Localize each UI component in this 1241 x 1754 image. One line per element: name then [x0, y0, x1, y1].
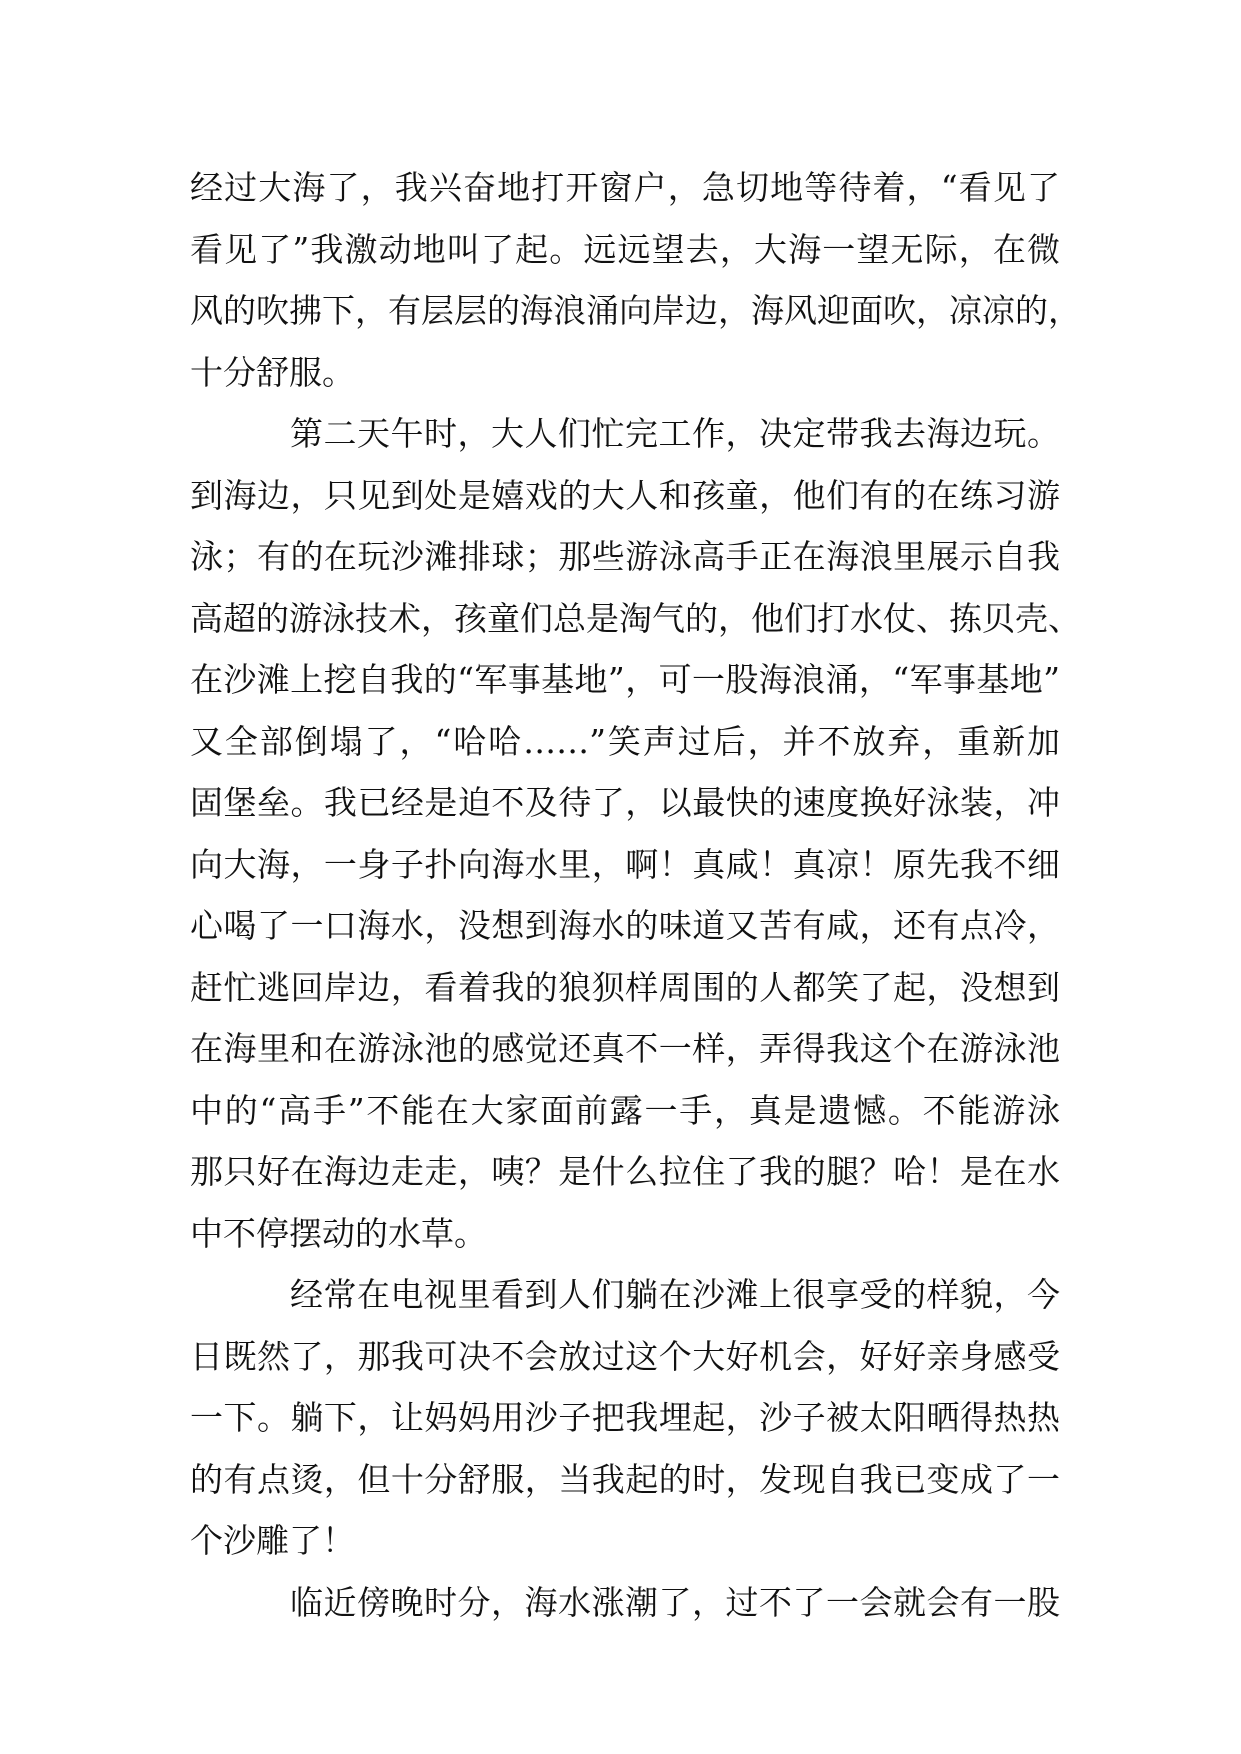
text-line: 那只好在海边走走，咦？是什么拉住了我的腿？哈！是在水	[190, 1152, 1060, 1191]
paragraph-first-line: 经常在电视里看到人们躺在沙滩上很享受的样貌，今	[290, 1275, 1060, 1314]
text-line: 中不停摆动的水草。	[190, 1213, 487, 1253]
text-line: 又全部倒塌了，“哈哈……”笑声过后，并不放弃，重新加	[190, 721, 1060, 761]
text-line: 赶忙逃回岸边，看着我的狼狈样周围的人都笑了起，没想到	[190, 967, 1060, 1007]
text-line: 心喝了一口海水，没想到海水的味道又苦有咸，还有点冷，	[190, 906, 1060, 945]
text-line: 向大海，一身子扑向海水里，啊！真咸！真凉！原先我不细	[190, 844, 1060, 884]
text-line: 一下。躺下，让妈妈用沙子把我埋起，沙子被太阳晒得热热	[190, 1398, 1060, 1437]
text-line: 个沙雕了！	[190, 1521, 355, 1560]
text-line: 中的“高手”不能在大家面前露一手，真是遗憾。不能游泳	[190, 1090, 1060, 1130]
body-text	[190, 157, 1081, 1633]
text-line: 日既然了，那我可决不会放过这个大好机会，好好亲身感受	[190, 1336, 1060, 1376]
text-line: 在海里和在游泳池的感觉还真不一样，弄得我这个在游泳池	[190, 1029, 1060, 1068]
text-line: 高超的游泳技术，孩童们总是淘气的，他们打水仗、拣贝壳、	[190, 598, 1081, 638]
text-line: 泳；有的在玩沙滩排球；那些游泳高手正在海浪里展示自我	[190, 537, 1060, 576]
paragraph-first-line: 临近傍晚时分，海水涨潮了，过不了一会就会有一股	[290, 1582, 1060, 1622]
text-line: 十分舒服。	[190, 352, 355, 392]
text-line: 在沙滩上挖自我的“军事基地”，可一股海浪涌，“军事基地”	[190, 660, 1060, 699]
paragraph-first-line: 第二天午时，大人们忙完工作，决定带我去海边玩。	[290, 414, 1060, 453]
text-line: 固堡垒。我已经是迫不及待了，以最快的速度换好泳装，冲	[190, 783, 1060, 822]
text-line: 看见了”我激动地叫了起。远远望去，大海一望无际，在微	[190, 229, 1060, 269]
text-line: 的有点烫，但十分舒服，当我起的时，发现自我已变成了一	[190, 1459, 1060, 1499]
text-line: 风的吹拂下，有层层的海浪涌向岸边，海风迎面吹，凉凉的，	[190, 291, 1081, 330]
text-line: 到海边，只见到处是嬉戏的大人和孩童，他们有的在练习游	[190, 475, 1060, 515]
text-line: 经过大海了，我兴奋地打开窗户，急切地等待着，“看见了	[190, 168, 1060, 207]
